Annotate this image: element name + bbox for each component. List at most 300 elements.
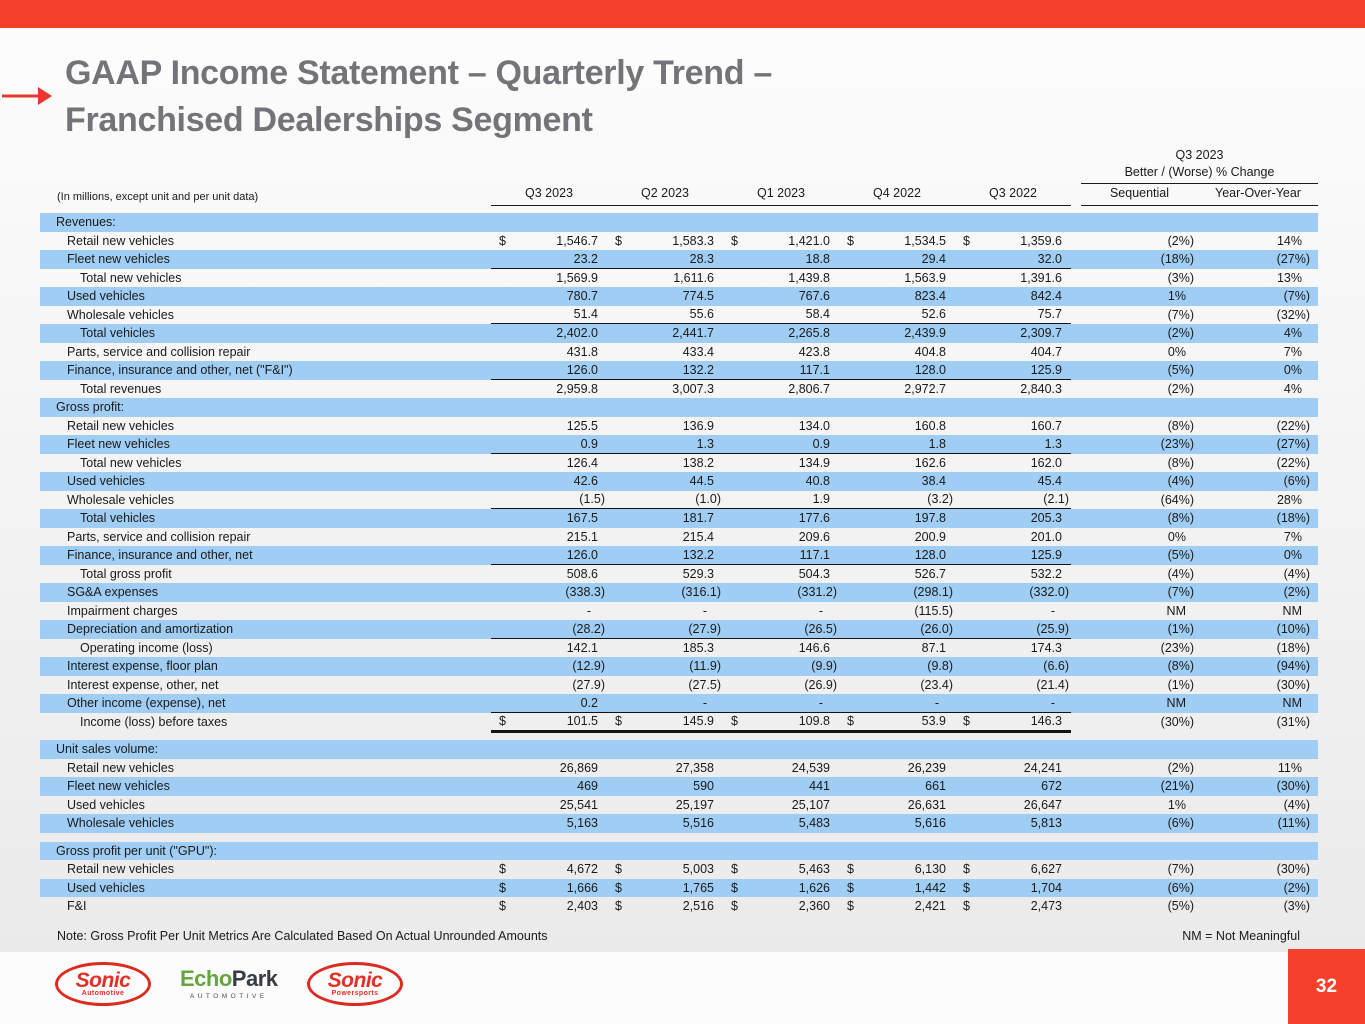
value: (8%): [1167, 455, 1194, 470]
value: 4%: [1283, 326, 1302, 341]
value: 145.9: [682, 714, 714, 729]
value-group: [491, 361, 1071, 380]
value-cell: [491, 250, 607, 268]
value: 1,611.6: [673, 270, 714, 285]
value: (8%): [1167, 511, 1194, 526]
value: 160.8: [914, 418, 946, 433]
value-cell: [723, 620, 839, 638]
value: (9.8): [927, 659, 953, 674]
sequential-change-cell: [1081, 287, 1198, 306]
column-gap: [1071, 269, 1081, 288]
value: (3.2): [927, 492, 953, 507]
value: 146.6: [798, 640, 830, 655]
value-cell: [723, 528, 839, 547]
value: 2,959.8: [556, 381, 598, 396]
value: 24,539: [791, 760, 830, 775]
value: 532.2: [1030, 566, 1062, 581]
sequential-change-cell: [1081, 694, 1198, 713]
value-group: [491, 694, 1071, 713]
value-cell: [723, 287, 839, 306]
sonic-automotive-logo: [55, 962, 151, 1006]
value: 174.3: [1030, 640, 1062, 655]
value-cell: [607, 602, 723, 621]
value: 823.4: [914, 289, 946, 304]
value: (2%): [1167, 233, 1194, 248]
yoy-change-cell: [1198, 472, 1318, 491]
value: 5,813: [1030, 816, 1062, 831]
value-cell: [491, 897, 607, 916]
column-gap: [1071, 814, 1081, 833]
value: 101.5: [566, 714, 598, 729]
value: 780.7: [566, 289, 598, 304]
value: 126.0: [566, 362, 598, 377]
dollar-sign: $: [731, 714, 738, 729]
value-cell: [955, 879, 1071, 898]
value: (6%): [1167, 816, 1194, 831]
value-cell: [955, 676, 1071, 695]
value: 0.9: [580, 436, 598, 451]
row-label: Wholesale vehicles: [67, 492, 174, 507]
table-row: [40, 380, 1318, 399]
value: (7%): [1167, 862, 1194, 877]
value: 2,402.0: [556, 326, 598, 341]
value: (1%): [1167, 622, 1194, 637]
value: 134.9: [798, 455, 830, 470]
value-cell: [723, 713, 839, 731]
value: (12.9): [572, 659, 605, 674]
value: (23%): [1160, 640, 1194, 655]
value: (21%): [1160, 779, 1194, 794]
column-gap: [1071, 860, 1081, 879]
value: -: [818, 603, 823, 618]
value-cell: [955, 796, 1071, 815]
dollar-sign: $: [847, 880, 854, 895]
value-cell: [607, 777, 723, 796]
value-group: [491, 343, 1071, 362]
dollar-sign: $: [963, 233, 970, 248]
value: -: [1050, 695, 1055, 710]
value: 11%: [1277, 760, 1302, 775]
value: 1,583.3: [672, 233, 714, 248]
value: 185.3: [682, 640, 714, 655]
value: 0%: [1167, 529, 1186, 544]
value-cell: [723, 759, 839, 778]
sequential-change-cell: [1081, 546, 1198, 565]
value: 14%: [1276, 233, 1302, 248]
value: (18%): [1160, 252, 1194, 267]
yoy-change-cell: [1198, 860, 1318, 879]
value: 18.8: [805, 251, 830, 266]
table-row: [40, 491, 1318, 510]
column-gap: [1071, 250, 1081, 269]
logo-subtext: Powersports: [331, 989, 379, 997]
row-label: Operating income (loss): [80, 640, 213, 655]
value: 142.1: [566, 640, 598, 655]
table-row: [40, 269, 1318, 288]
value-cell: [839, 380, 955, 399]
sequential-change-cell: [1081, 509, 1198, 528]
row-label: Used vehicles: [67, 880, 145, 895]
value-cell: [491, 491, 607, 509]
value: 404.7: [1030, 344, 1062, 359]
column-header: Year-Over-Year: [1215, 186, 1301, 200]
value-cell: [955, 860, 1071, 879]
value: 1,704: [1030, 880, 1062, 895]
value-cell: [491, 232, 607, 251]
yoy-change-cell: [1198, 306, 1318, 325]
table-row: [40, 417, 1318, 436]
table-row: [40, 509, 1318, 528]
value: 215.1: [566, 529, 598, 544]
value: 0.2: [580, 695, 598, 710]
value-cell: [607, 361, 723, 379]
value-cell: [839, 269, 955, 288]
value: 590: [693, 779, 714, 794]
value: (1.0): [695, 492, 721, 507]
value: 2,309.7: [1020, 326, 1062, 341]
value: (115.5): [914, 603, 953, 618]
value: 1.3: [696, 436, 714, 451]
value-group: [491, 417, 1071, 436]
row-label: Parts, service and collision repair: [67, 529, 251, 544]
value: (26.0): [920, 621, 953, 636]
table-row: [40, 343, 1318, 362]
value: 40.8: [805, 474, 830, 489]
row-label: Unit sales volume:: [56, 742, 159, 757]
value-cell: [491, 694, 607, 712]
value: 661: [925, 779, 946, 794]
value: 32.0: [1037, 251, 1062, 266]
value-group: [491, 509, 1071, 528]
value-cell: [491, 361, 607, 379]
value: 2,441.7: [672, 326, 714, 341]
title-line-1: GAAP Income Statement – Quarterly Trend –: [65, 54, 772, 92]
row-label: Wholesale vehicles: [67, 816, 174, 831]
value: (2%): [1167, 381, 1194, 396]
value-cell: [607, 343, 723, 362]
value-group: [491, 897, 1071, 916]
value: 1,563.9: [904, 270, 946, 285]
row-label: Gross profit per unit ("GPU"):: [56, 843, 217, 858]
value: 5,616: [914, 816, 946, 831]
value-cell: [839, 546, 955, 564]
value: 181.7: [682, 511, 714, 526]
value-cell: [491, 860, 607, 879]
value: (11%): [1277, 816, 1310, 831]
value: 200.9: [914, 529, 946, 544]
column-gap: [1071, 491, 1081, 510]
value: 45.4: [1037, 474, 1062, 489]
value-cell: [491, 324, 607, 343]
yoy-change-cell: [1198, 343, 1318, 362]
value-group: [491, 306, 1071, 325]
value-group: [491, 583, 1071, 602]
value: 125.9: [1030, 362, 1062, 377]
column-gap: [1071, 796, 1081, 815]
value: 1,765: [682, 880, 714, 895]
sequential-change-cell: [1081, 879, 1198, 898]
row-label: Retail new vehicles: [67, 233, 174, 248]
value-cell: [723, 860, 839, 879]
value-cell: [491, 602, 607, 621]
column-gap: [1071, 528, 1081, 547]
table-row: [40, 435, 1318, 454]
yoy-change-cell: [1198, 565, 1318, 584]
value-cell: [839, 814, 955, 833]
value: (10%): [1276, 622, 1310, 637]
value: (331.2): [797, 585, 837, 600]
value-cell: [607, 639, 723, 658]
logo-text: Sonic: [327, 968, 383, 992]
value: 27,358: [675, 760, 714, 775]
value: 162.6: [914, 455, 946, 470]
value-cell: [723, 380, 839, 399]
row-label: Fleet new vehicles: [67, 779, 170, 794]
value-group: [491, 250, 1071, 269]
value-cell: [723, 657, 839, 676]
value-cell: [955, 435, 1071, 453]
value: (2%): [1167, 760, 1194, 775]
value: 2,360: [798, 899, 830, 914]
value-group: [491, 759, 1071, 778]
value: (27.9): [572, 677, 605, 692]
value: 1,421.0: [788, 233, 830, 248]
value-cell: [607, 583, 723, 602]
value-cell: [839, 897, 955, 916]
column-header: Q2 2023: [641, 186, 689, 200]
value-cell: [955, 565, 1071, 584]
table-row: [40, 713, 1318, 732]
value: 215.4: [682, 529, 714, 544]
value-cell: [723, 879, 839, 898]
value: NM: [1166, 696, 1186, 711]
value-group: [491, 879, 1071, 898]
value: 1.9: [812, 492, 830, 507]
value: (4%): [1167, 566, 1194, 581]
value: 508.6: [566, 566, 598, 581]
value: 2,840.3: [1020, 381, 1062, 396]
yoy-change-cell: [1198, 380, 1318, 399]
logo-subtext: Automotive: [81, 989, 125, 997]
value: (27%): [1276, 252, 1310, 267]
value: 28%: [1276, 492, 1302, 507]
value: 5,163: [566, 816, 598, 831]
yoy-change-cell: [1198, 361, 1318, 380]
value: (94%): [1276, 659, 1310, 674]
column-gap: [1071, 583, 1081, 602]
value: 87.1: [921, 640, 946, 655]
yoy-change-cell: [1198, 491, 1318, 510]
value: 197.8: [914, 511, 946, 526]
value-cell: [839, 306, 955, 324]
value: 1,569.9: [556, 270, 598, 285]
footnote: Note: Gross Profit Per Unit Metrics Are Calculated Based On Actual Unrounded Amounts: [57, 929, 548, 943]
value-cell: [955, 343, 1071, 362]
value: (64%): [1160, 492, 1194, 507]
value-cell: [839, 324, 955, 343]
sequential-change-cell: [1081, 565, 1198, 584]
sequential-change-cell: [1081, 417, 1198, 436]
yoy-change-cell: [1198, 324, 1318, 343]
yoy-change-cell: [1198, 897, 1318, 916]
section-row: [40, 213, 1318, 232]
column-gap: [1071, 897, 1081, 916]
yoy-change-cell: [1198, 676, 1318, 695]
value: 441: [809, 779, 830, 794]
value: 1,666: [566, 880, 598, 895]
value: 53.9: [921, 714, 946, 729]
value-cell: [955, 324, 1071, 343]
column-gap: [1071, 694, 1081, 713]
value: (4%): [1283, 566, 1310, 581]
value-cell: [723, 324, 839, 343]
value-cell: [607, 491, 723, 509]
yoy-change-cell: [1198, 287, 1318, 306]
value: (22%): [1276, 455, 1310, 470]
yoy-change-cell: [1198, 639, 1318, 658]
table-row: [40, 897, 1318, 916]
table-row: [40, 250, 1318, 269]
value-cell: [955, 897, 1071, 916]
value-cell: [723, 454, 839, 473]
value-cell: [723, 472, 839, 491]
column-gap: [1071, 676, 1081, 695]
logo-text: Sonic: [75, 968, 131, 992]
logo-subtext: AUTOMOTIVE: [189, 993, 268, 1000]
yoy-change-cell: [1198, 657, 1318, 676]
value-cell: [491, 713, 607, 731]
value-cell: [955, 380, 1071, 399]
value-cell: [839, 602, 955, 621]
section-row: [40, 740, 1318, 759]
value-cell: [839, 491, 955, 509]
row-label: Income (loss) before taxes: [80, 714, 228, 729]
value-cell: [723, 232, 839, 251]
value: 38.4: [921, 474, 946, 489]
table-row: [40, 639, 1318, 658]
sequential-change-cell: [1081, 639, 1198, 658]
value-cell: [491, 620, 607, 638]
value-cell: [839, 361, 955, 379]
value-cell: [955, 361, 1071, 379]
table-row: [40, 546, 1318, 565]
value: (30%): [1160, 714, 1194, 729]
value: (21.4): [1036, 677, 1069, 692]
row-label: Total vehicles: [80, 326, 156, 341]
table-row: [40, 814, 1318, 833]
column-gap: [1071, 232, 1081, 251]
value: 7%: [1283, 344, 1302, 359]
row-label: Used vehicles: [67, 474, 145, 489]
value: 75.7: [1037, 307, 1062, 322]
value-cell: [607, 694, 723, 712]
value-cell: [723, 777, 839, 796]
value: 4%: [1283, 381, 1302, 396]
table-block: [40, 213, 1318, 731]
value: 5,463: [798, 862, 830, 877]
yoy-change-cell: [1198, 509, 1318, 528]
value-cell: [607, 814, 723, 833]
yoy-change-cell: [1198, 546, 1318, 565]
value: 162.0: [1030, 455, 1062, 470]
value-cell: [839, 860, 955, 879]
value-cell: [491, 565, 607, 584]
value-cell: [839, 777, 955, 796]
yoy-change-cell: [1198, 694, 1318, 713]
value-cell: [491, 676, 607, 695]
value: -: [818, 695, 823, 710]
value: (332.0): [1029, 585, 1069, 600]
row-label: F&I: [67, 899, 87, 914]
value-cell: [607, 546, 723, 564]
column-header: Q3 2023: [525, 186, 573, 200]
table-row: [40, 287, 1318, 306]
value: 25,541: [559, 797, 598, 812]
value-group: [491, 713, 1071, 732]
column-gap: [1071, 306, 1081, 325]
value-cell: [607, 380, 723, 399]
row-label: Total new vehicles: [80, 455, 182, 470]
value-cell: [839, 639, 955, 658]
value-cell: [491, 435, 607, 453]
dollar-sign: $: [499, 714, 506, 729]
table-row: [40, 777, 1318, 796]
value-cell: [607, 565, 723, 584]
row-label: Finance, insurance and other, net: [67, 548, 253, 563]
table-row: [40, 657, 1318, 676]
value: (11.9): [689, 659, 721, 674]
value-cell: [491, 417, 607, 436]
dollar-sign: $: [847, 233, 854, 248]
dollar-sign: $: [963, 880, 970, 895]
value-cell: [839, 343, 955, 362]
sequential-change-cell: [1081, 860, 1198, 879]
sequential-change-cell: [1081, 343, 1198, 362]
value-cell: [723, 361, 839, 379]
value-group: [491, 602, 1071, 621]
yoy-change-cell: [1198, 583, 1318, 602]
value-cell: [839, 759, 955, 778]
column-gap: [1071, 509, 1081, 528]
value-cell: [723, 639, 839, 658]
value: (27.9): [688, 621, 721, 636]
sonic-powersports-logo: [307, 962, 403, 1006]
value-group: [491, 777, 1071, 796]
value-cell: [955, 777, 1071, 796]
value-group: [491, 324, 1071, 343]
value-cell: [491, 343, 607, 362]
table-row: [40, 361, 1318, 380]
dollar-sign: $: [963, 899, 970, 914]
row-label: Other income (expense), net: [67, 696, 226, 711]
sequential-change-cell: [1081, 324, 1198, 343]
dollar-sign: $: [615, 233, 622, 248]
value: 2,473: [1030, 899, 1062, 914]
column-gap: [1071, 343, 1081, 362]
value-cell: [491, 509, 607, 528]
value: 526.7: [914, 566, 946, 581]
value-group: [491, 639, 1071, 658]
value: 529.3: [682, 566, 714, 581]
row-label: Total revenues: [80, 381, 162, 396]
section-row: [40, 398, 1318, 417]
value-group: [491, 528, 1071, 547]
value: (8%): [1167, 418, 1194, 433]
value-group: [491, 796, 1071, 815]
value-cell: [955, 491, 1071, 509]
value-cell: [839, 620, 955, 638]
value: 25,107: [791, 797, 830, 812]
